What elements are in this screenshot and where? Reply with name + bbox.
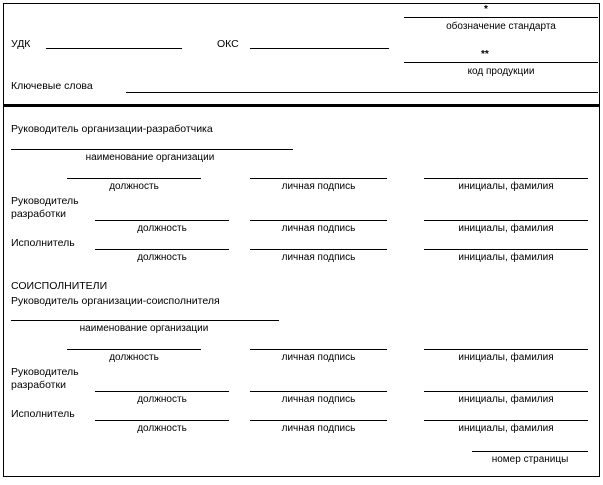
- name-caption: инициалы, фамилия: [458, 423, 554, 434]
- position-caption: должность: [137, 223, 187, 234]
- coexecutor-executor-label: Исполнитель: [11, 408, 75, 420]
- position-caption: должность: [137, 252, 187, 263]
- coexecutor-head-org-label: Руководитель организации-соисполнителя: [11, 295, 220, 307]
- coexecutor-head-name-line[interactable]: [424, 349, 588, 350]
- coexecutor-head-position-line[interactable]: [67, 349, 201, 350]
- coexecutor-dev-head-position-line[interactable]: [95, 391, 229, 392]
- name-caption: инициалы, фамилия: [458, 352, 554, 363]
- developer-executor-label: Исполнитель: [11, 237, 75, 249]
- coexecutor-executor-name-line[interactable]: [424, 420, 588, 421]
- developer-head-org-label: Руководитель организации-разработчика: [11, 123, 213, 135]
- developer-dev-head-signature-line[interactable]: [250, 220, 387, 221]
- name-caption: инициалы, фамилия: [458, 252, 554, 263]
- coexecutor-dev-head-label-line1: Руководитель: [11, 366, 79, 378]
- product-mark: **: [481, 49, 489, 60]
- signature-caption: личная подпись: [281, 394, 356, 405]
- developer-dev-head-position-line[interactable]: [95, 220, 229, 221]
- coexecutors-section-title: СОИСПОЛНИТЕЛИ: [11, 280, 108, 292]
- developer-head-position-line[interactable]: [67, 178, 201, 179]
- developer-head-signature-line[interactable]: [250, 178, 387, 179]
- signature-caption: личная подпись: [281, 181, 356, 192]
- name-caption: инициалы, фамилия: [458, 394, 554, 405]
- keywords-field-line[interactable]: [126, 92, 598, 93]
- developer-org-name-line[interactable]: [11, 149, 293, 150]
- position-caption: должность: [137, 423, 187, 434]
- standard-caption: обозначение стандарта: [446, 21, 556, 32]
- keywords-label: Ключевые слова: [11, 80, 93, 92]
- signature-caption: личная подпись: [281, 352, 356, 363]
- developer-executor-name-line[interactable]: [424, 249, 588, 250]
- position-caption: должность: [109, 181, 159, 192]
- coexecutor-executor-position-line[interactable]: [95, 420, 229, 421]
- oks-label: ОКС: [217, 38, 239, 50]
- product-caption: код продукции: [467, 66, 535, 77]
- standard-mark: *: [484, 4, 488, 15]
- name-caption: инициалы, фамилия: [458, 223, 554, 234]
- developer-dev-head-label-line2: разработки: [11, 208, 66, 220]
- name-caption: инициалы, фамилия: [458, 181, 554, 192]
- standard-field-line[interactable]: [404, 17, 598, 18]
- coexecutor-executor-signature-line[interactable]: [250, 420, 387, 421]
- coexecutor-dev-head-name-line[interactable]: [424, 391, 588, 392]
- position-caption: должность: [137, 394, 187, 405]
- product-field-line[interactable]: [404, 62, 598, 63]
- header-separator: [3, 104, 600, 107]
- position-caption: должность: [109, 352, 159, 363]
- developer-executor-signature-line[interactable]: [250, 249, 387, 250]
- signature-caption: личная подпись: [281, 252, 356, 263]
- page-number-line[interactable]: [472, 451, 588, 452]
- coexecutor-dev-head-signature-line[interactable]: [250, 391, 387, 392]
- developer-dev-head-label-line1: Руководитель: [11, 195, 79, 207]
- signature-caption: личная подпись: [281, 423, 356, 434]
- udk-label: УДК: [11, 38, 31, 50]
- oks-field-line[interactable]: [250, 48, 389, 49]
- page-number-caption: номер страницы: [491, 454, 569, 465]
- coexecutor-org-name-line[interactable]: [11, 320, 279, 321]
- developer-dev-head-name-line[interactable]: [424, 220, 588, 221]
- coexecutor-head-signature-line[interactable]: [250, 349, 387, 350]
- coexecutor-dev-head-label-line2: разработки: [11, 379, 66, 391]
- developer-head-name-line[interactable]: [424, 178, 588, 179]
- developer-executor-position-line[interactable]: [95, 249, 229, 250]
- developer-org-name-caption: наименование организации: [85, 152, 215, 163]
- udk-field-line[interactable]: [46, 48, 182, 49]
- signature-caption: личная подпись: [281, 223, 356, 234]
- coexecutor-org-name-caption: наименование организации: [79, 323, 209, 334]
